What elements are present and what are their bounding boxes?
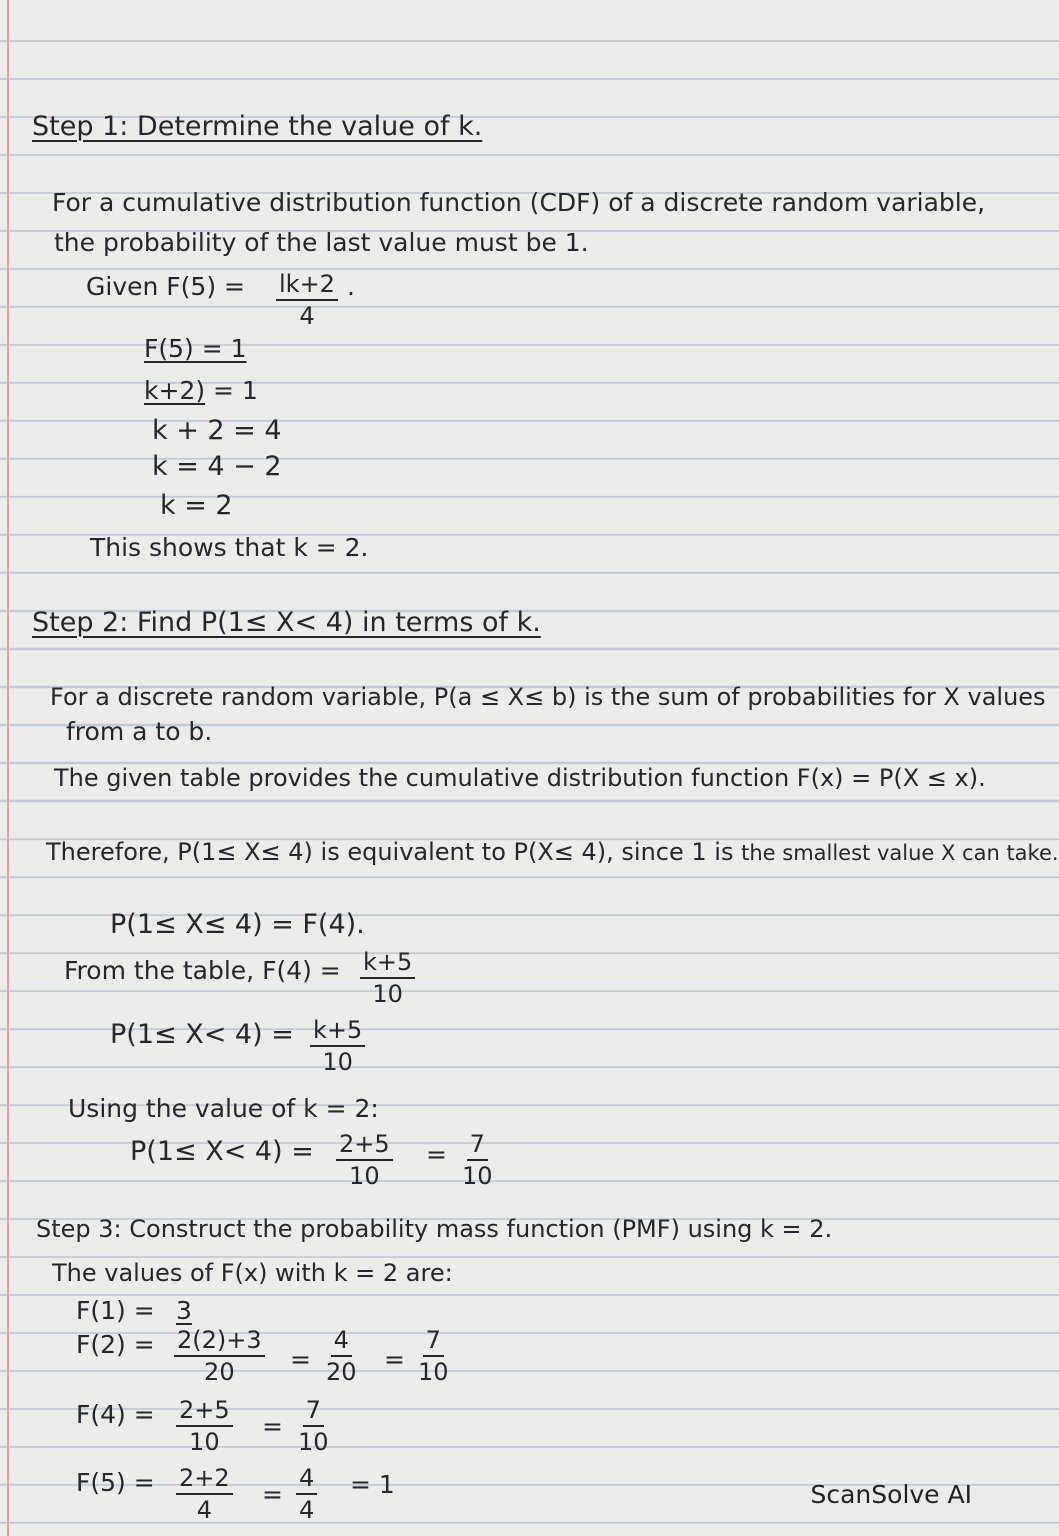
step2-eq3-fraction1 (336, 1130, 393, 1190)
step3-f1-prefix: F(1) = (76, 1296, 155, 1325)
step3-f2-fraction2 (326, 1326, 357, 1386)
fraction-denominator: 20 (204, 1358, 235, 1386)
step3-f5-prefix: F(5) = (76, 1468, 155, 1497)
step3-f2-prefix: F(2) = (76, 1330, 155, 1359)
step3-intro: The values of F(x) with k = 2 are: (52, 1259, 453, 1287)
step2-eq3-fraction2 (462, 1130, 493, 1190)
step2-heading: Step 2: Find P(1≤ X< 4) in terms of k. (32, 607, 541, 638)
fraction-numerator: 2+5 (336, 1130, 393, 1161)
fraction-numerator: lk+2 (276, 270, 338, 301)
step1-eq2-rhs: = 1 (213, 376, 258, 405)
step2-line4-tail: the smallest value X can take. (741, 841, 1059, 865)
step3-f4-fraction2 (298, 1396, 329, 1456)
step1-heading: Step 1: Determine the value of k. (32, 111, 483, 142)
step2-line3: The given table provides the cumulative distribution function F(x) = P(X ≤ x). (54, 764, 986, 792)
step2-eq3-equals: = (426, 1140, 447, 1169)
step3-f5-equals: = (262, 1480, 283, 1509)
step3-heading: Step 3: Construct the probability mass function (PMF) using k = 2. (36, 1215, 833, 1243)
fraction-numerator: 2+2 (176, 1464, 233, 1495)
step2-using: Using the value of k = 2: (68, 1094, 379, 1123)
fraction-denominator: 10 (462, 1162, 493, 1190)
step3-f4-equals: = (262, 1412, 283, 1441)
fraction-numerator: 7 (423, 1326, 444, 1357)
step1-eq1: F(5) = 1 (144, 334, 247, 363)
step2-line2: from a to b. (66, 717, 213, 746)
fraction-denominator: 10 (298, 1428, 329, 1456)
fraction-numerator: k+5 (360, 948, 415, 979)
fraction-denominator: 4 (196, 1496, 212, 1524)
fraction-denominator: 10 (349, 1162, 380, 1190)
step3-f5-fraction2 (296, 1464, 317, 1524)
step1-given-suffix: . (347, 272, 355, 301)
fraction-numerator: k+5 (310, 1016, 365, 1047)
fraction-denominator: 4 (299, 302, 315, 330)
step1-eq3: k + 2 = 4 (152, 415, 282, 446)
step1-given-prefix: Given F(5) = (86, 272, 245, 301)
step1-line1: For a cumulative distribution function (CDF) of a discrete random variable, (52, 188, 986, 217)
step1-eq2-lhs: k+2) (144, 376, 206, 405)
step1-given-fraction (276, 270, 338, 330)
fraction-denominator: 10 (372, 980, 403, 1008)
brand-watermark: ScanSolve AI (810, 1480, 972, 1509)
step3-f2-equals1: = (290, 1345, 311, 1374)
step3-f2-fraction3 (418, 1326, 449, 1386)
step1-eq5: k = 2 (160, 490, 233, 521)
step2-table-prefix: From the table, F(4) = (64, 956, 341, 985)
fraction-denominator: 10 (189, 1428, 220, 1456)
fraction-denominator: 10 (322, 1048, 353, 1076)
step1-eq2 (144, 376, 258, 406)
margin-line (7, 0, 9, 1536)
step2-line4 (46, 837, 1059, 868)
step1-line2: the probability of the last value must be 1. (54, 228, 589, 257)
step2-eq3-prefix: P(1≤ X< 4) = (130, 1136, 314, 1167)
step2-eq2-prefix: P(1≤ X< 4) = (110, 1019, 294, 1050)
step3-f4-prefix: F(4) = (76, 1400, 155, 1429)
step2-table-fraction (360, 948, 415, 1008)
fraction-numerator: 4 (331, 1326, 352, 1357)
fraction-denominator: 10 (418, 1358, 449, 1386)
step2-line4-main: Therefore, P(1≤ X≤ 4) is equivalent to P(X≤ 4), since 1 is (46, 838, 734, 866)
step3-f2-equals2: = (384, 1345, 405, 1374)
fraction-numerator: 2(2)+3 (174, 1326, 265, 1357)
fraction-denominator: 20 (326, 1358, 357, 1386)
fraction-numerator: 2+5 (176, 1396, 233, 1427)
fraction-numerator: 7 (467, 1130, 488, 1161)
step3-f5-fraction1 (176, 1464, 233, 1524)
fraction-numerator: 7 (303, 1396, 324, 1427)
step1-eq4: k = 4 − 2 (152, 451, 282, 482)
step3-f1-value: 3 (176, 1296, 192, 1325)
step2-eq1: P(1≤ X≤ 4) = F(4). (110, 909, 365, 940)
step3-f5-result: = 1 (350, 1470, 395, 1499)
step1-conclusion: This shows that k = 2. (90, 533, 369, 562)
step3-f4-fraction1 (176, 1396, 233, 1456)
step3-f2-fraction1 (174, 1326, 265, 1386)
fraction-denominator: 4 (299, 1496, 315, 1524)
fraction-numerator: 4 (296, 1464, 317, 1495)
step2-eq2-fraction (310, 1016, 365, 1076)
step2-line1: For a discrete random variable, P(a ≤ X≤ b) is the sum of probabilities for X values (50, 683, 1046, 711)
